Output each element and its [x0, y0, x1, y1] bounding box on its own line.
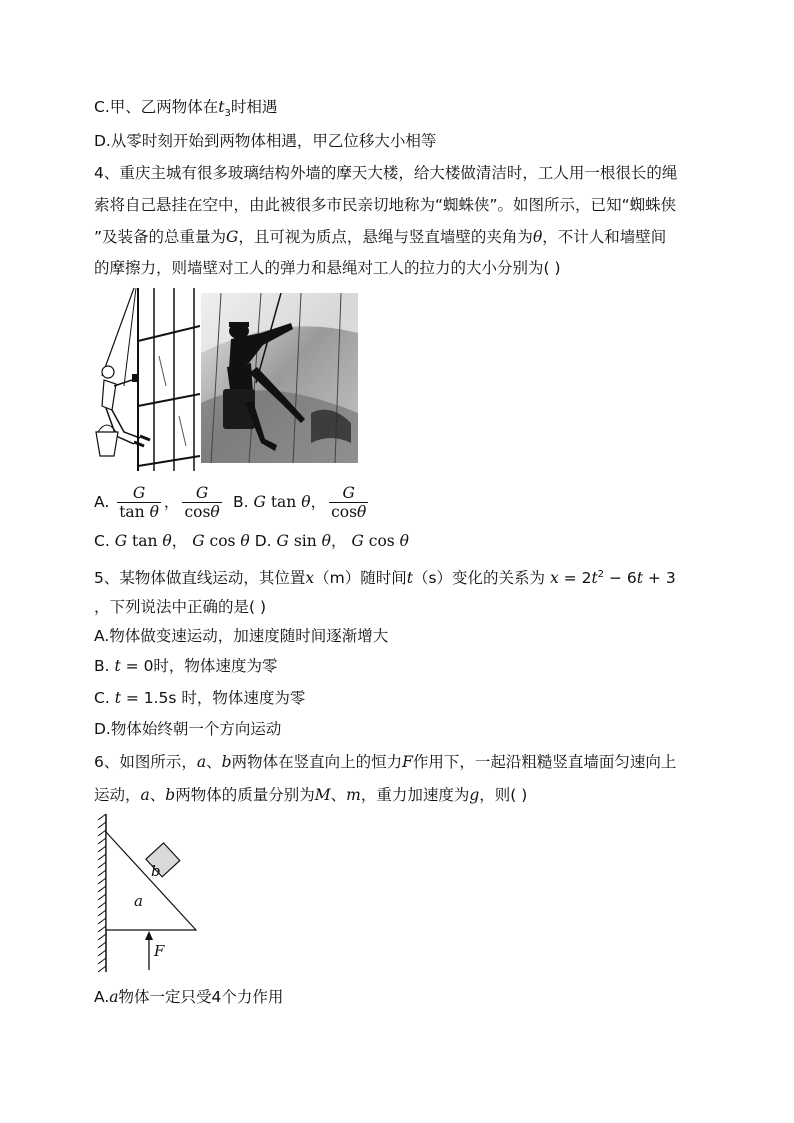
q6-stem-line2: 运动，a、b两物体的质量分别为M、m，重力加速度为g，则( ) — [94, 786, 528, 804]
q3-option-c: C.甲、乙两物体在$t_3$时相遇 — [94, 98, 278, 120]
q6-wedge-diagram — [94, 812, 204, 974]
q6-option-a: A.a物体一定只受4个力作用 — [94, 988, 284, 1006]
q6-label-f: F — [154, 942, 165, 960]
q6-label-b: b — [151, 862, 161, 880]
q4-option-a: A. $\frac{G}{\text{tan θ}}$ ， $\frac{G}{\cos\theta}$ — [94, 484, 220, 521]
q6-stem-line1: 6、如图所示，a、b两物体在竖直向上的恒力F作用下，一起沿粗糙竖直墙面匀速向上 — [94, 753, 677, 771]
q4-option-b: B. G tan θ， $\frac{G}{\cos\theta}$ — [233, 484, 367, 521]
q4-stem-line4: 的摩擦力，则墙壁对工人的弹力和悬绳对工人的拉力的大小分别为( ) — [94, 259, 561, 277]
q4-window-cleaner-drawing — [94, 286, 200, 472]
q5-stem-line2: ，下列说法中正确的是( ) — [94, 598, 267, 616]
q5-option-c: C. t = 1.5s 时，物体速度为零 — [94, 689, 306, 707]
q4-stem-line1: 4、重庆主城有很多玻璃结构外墙的摩天大楼，给大楼做清洁时，工人用一根很长的绳 — [94, 164, 678, 182]
q4-stem-line3: ”及装备的总重量为G，且可视为质点，悬绳与竖直墙壁的夹角为θ，不计人和墙壁间 — [94, 228, 667, 246]
q5-option-b: B. t = 0时，物体速度为零 — [94, 657, 278, 675]
q4-options-cd: C. G tan θ， G cos θ D. G sin θ， G cos θ — [94, 532, 410, 550]
q4-stem-line2: 索将自己悬挂在空中，由此被很多市民亲切地称为“蜘蛛侠”。如图所示，已知“蜘蛛侠 — [94, 196, 677, 214]
q6-label-a: a — [134, 892, 143, 910]
q5-option-d: D.物体始终朝一个方向运动 — [94, 720, 282, 738]
q4-window-cleaner-photo — [201, 293, 358, 463]
q5-stem-line1: 5、某物体做直线运动，其位置x（m）随时间t（s）变化的关系为 $x = 2t^2 - 6t + 3$ — [94, 569, 676, 588]
q3-option-d: D.从零时刻开始到两物体相遇，甲乙位移大小相等 — [94, 132, 437, 150]
q5-option-a: A.物体做变速运动，加速度随时间逐渐增大 — [94, 627, 389, 645]
